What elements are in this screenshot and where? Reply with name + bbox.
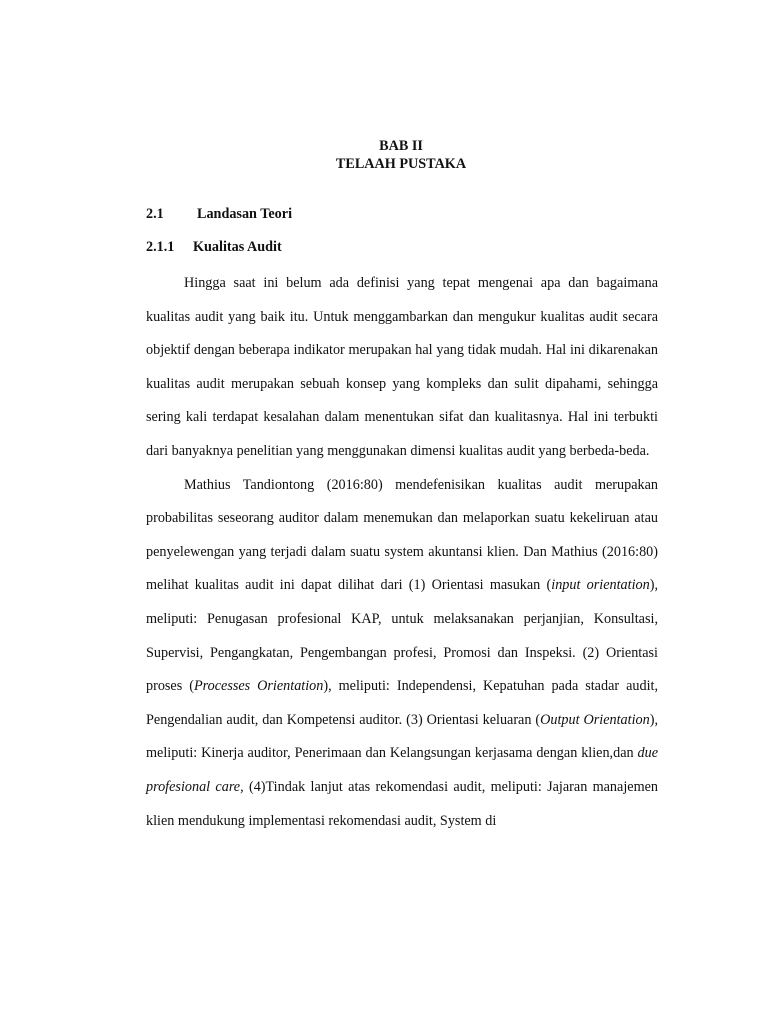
paragraph-2-text-5: (4)Tindak lanjut atas rekomendasi audit, meliputi: Jajaran manajemen klien mendukung implementasi rekomendasi audit, System di — [146, 778, 658, 829]
paragraph-2 — [146, 469, 658, 839]
paragraph-1: Hingga saat ini belum ada definisi yang tepat mengenai apa dan bagaimana kualitas audit yang baik itu. Untuk menggambarkan dan mengukur kualitas audit secara objektif dengan beberapa indikator merupakan hal yang tidak mudah. Hal ini dikarenakan kualitas audit merupakan sebuah konsep yang kompleks dan sulit dipahami, sehingga sering kali terdapat kesalahan dalam menentukan sifat dan kualitasnya. Hal ini terbukti dari banyaknya penelitian yang menggunakan dimensi kualitas audit yang berbeda-beda. — [146, 275, 658, 459]
section-heading-kualitas-audit — [146, 238, 282, 256]
section-heading-landasan-teori — [146, 205, 292, 223]
paragraph-2-text-3: ), meliputi: Independensi, Kepatuhan pada stadar audit, Pengendalian audit, dan Kompetensi auditor. (3) Orientasi keluaran ( — [146, 678, 658, 728]
paragraph-2-text-4: ), meliputi: Kinerja auditor, Penerimaan dan Kelangsungan kerjasama dengan klien,dan — [146, 711, 658, 762]
paragraph-2-text-2: ), meliputi: Penugasan profesional KAP, untuk melaksanakan perjanjian, Konsultasi, Supervisi, Pengangkatan, Pengembangan profesi, Promosi dan Inspeksi. (2) Orientasi proses ( — [146, 577, 658, 695]
paragraph-2-italic-4: due profesional care, — [146, 745, 658, 795]
paragraph-2-italic-2: Processes Orientation — [193, 678, 324, 695]
body-text — [146, 267, 658, 838]
chapter-title: TELAAH PUSTAKA — [335, 156, 467, 172]
section-title: Landasan Teori — [197, 206, 293, 222]
section-number: 2.1 — [146, 206, 164, 222]
chapter-number: BAB II — [379, 138, 423, 154]
subsection-title: Kualitas Audit — [193, 239, 282, 255]
paragraph-2-italic-1: input orientation — [551, 577, 650, 594]
paragraph-2-italic-3: Output Orientation — [540, 711, 650, 728]
chapter-heading — [34, 137, 768, 173]
paragraph-2-text-1: Mathius Tandiontong (2016:80) mendefenisikan kualitas audit merupakan probabilitas seseorang auditor dalam menemukan dan melaporkan suatu kekeliruan atau penyelewengan yang terjadi dalam suatu system akuntansi klien. Dan Mathius (2016:80) melihat kualitas audit ini dapat dilihat dari (1) Orientasi masukan ( — [146, 476, 658, 594]
subsection-number: 2.1.1 — [146, 239, 175, 255]
